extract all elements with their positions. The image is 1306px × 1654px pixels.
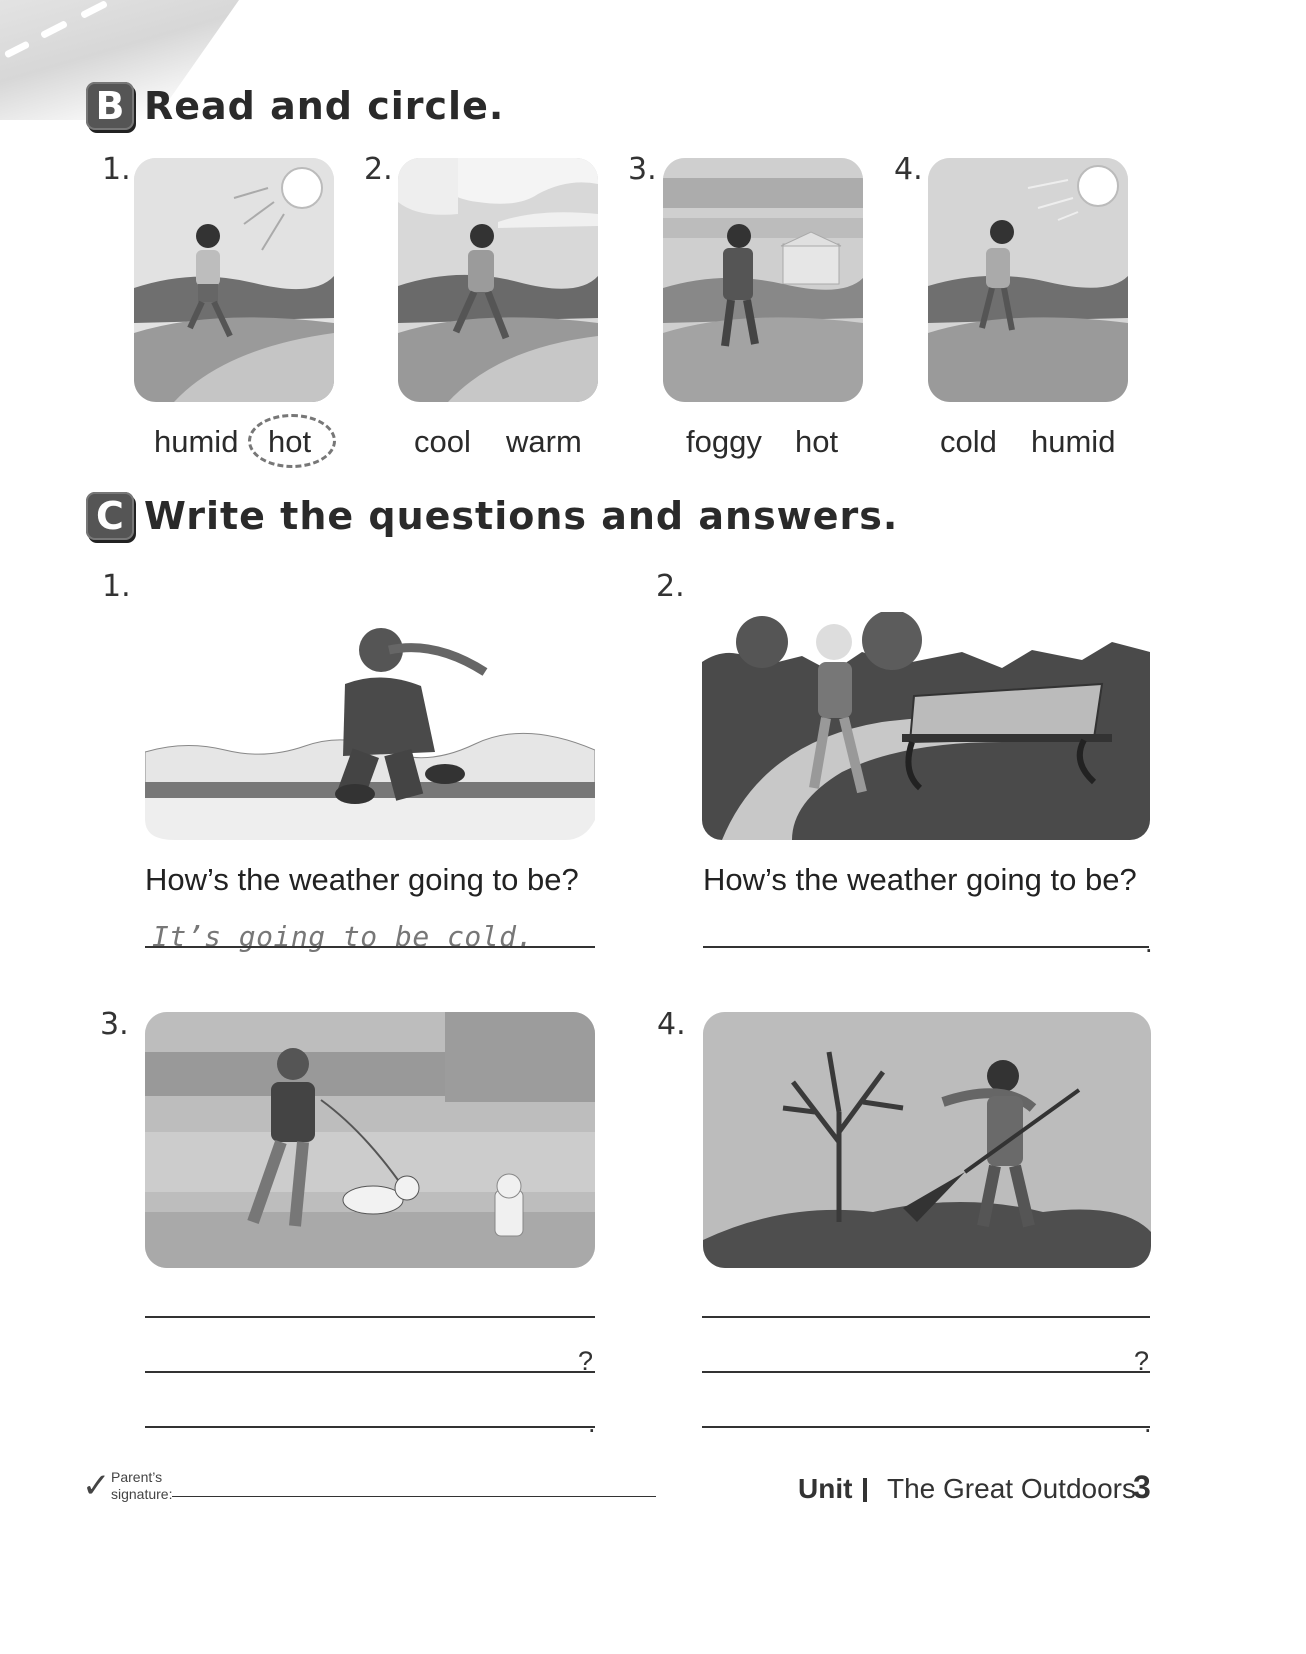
question-1: How’s the weather going to be?: [145, 862, 579, 897]
answer-2-line[interactable]: [703, 946, 1149, 948]
unit-label: Unit: [798, 1473, 853, 1504]
picture-foggy-street: [145, 1012, 595, 1268]
section-c-badge: C: [86, 492, 134, 540]
question-3-qmark: ?: [578, 1346, 594, 1376]
item-b2-number: 2.: [364, 152, 393, 187]
section-b-badge: B: [86, 82, 134, 130]
girl-walking-park-bench-illustration: [702, 612, 1150, 840]
answer-2-period: .: [1145, 928, 1153, 958]
item-b4-number: 4.: [894, 152, 923, 187]
section-c-title: Write the questions and answers.: [144, 494, 899, 538]
option-hot[interactable]: hot: [268, 424, 312, 459]
section-b-title: Read and circle.: [144, 84, 505, 128]
item-c1-number: 1.: [102, 569, 131, 604]
option-cool[interactable]: cool: [414, 424, 471, 459]
boy-walking-clouds-illustration: [398, 158, 598, 402]
question-3-line-2[interactable]: [145, 1371, 595, 1373]
boy-walking-sun-illustration: [134, 158, 334, 402]
child-walking-snow-illustration: [145, 612, 595, 840]
signature-label: Parent’s signature:: [111, 1469, 173, 1502]
answer-1-line[interactable]: [145, 946, 595, 948]
option-cold[interactable]: cold: [940, 424, 997, 459]
option-humid[interactable]: humid: [154, 424, 239, 459]
signature-line[interactable]: [172, 1496, 656, 1497]
answer-1-example: It’s going to be cold.: [152, 920, 534, 953]
question-4-line-1[interactable]: [702, 1316, 1150, 1318]
section-b-header: [86, 82, 504, 130]
option-foggy[interactable]: foggy: [686, 424, 762, 459]
unit-number: [863, 1478, 867, 1502]
item-c4-number: 4.: [657, 1007, 686, 1042]
picture-hot-day: [134, 158, 334, 402]
unit-title: The Great Outdoors: [887, 1473, 1137, 1504]
picture-cool-day: [398, 158, 598, 402]
answer-4-period: .: [1144, 1408, 1152, 1438]
question-3-line-1[interactable]: [145, 1316, 595, 1318]
girl-raking-leaves-illustration: [703, 1012, 1151, 1268]
page-number: 3: [1133, 1469, 1151, 1505]
item-c3-number: 3.: [100, 1007, 129, 1042]
question-4-qmark: ?: [1134, 1346, 1150, 1376]
picture-warm-day: [702, 612, 1150, 840]
option-humid[interactable]: humid: [1031, 424, 1116, 459]
picture-foggy-day: [663, 158, 863, 402]
question-2: How’s the weather going to be?: [703, 862, 1137, 897]
section-c-header: [86, 492, 898, 540]
question-4-line-2[interactable]: [702, 1371, 1150, 1373]
answer-4-line[interactable]: [702, 1426, 1150, 1428]
picture-humid-day: [928, 158, 1128, 402]
answer-circle: [248, 414, 336, 468]
picture-windy-fall: [703, 1012, 1151, 1268]
answer-3-period: .: [588, 1408, 596, 1438]
item-b3-number: 3.: [628, 152, 657, 187]
item-c2-number: 2.: [656, 569, 685, 604]
check-icon: ✓: [82, 1466, 111, 1506]
answer-3-line[interactable]: [145, 1426, 595, 1428]
boy-wiping-brow-sun-illustration: [928, 158, 1128, 402]
option-warm[interactable]: warm: [506, 424, 582, 459]
option-hot[interactable]: hot: [795, 424, 839, 459]
item-b1-number: 1.: [102, 152, 131, 187]
picture-cold-day: [145, 612, 595, 840]
boy-walking-dog-fog-illustration: [145, 1012, 595, 1268]
boy-walking-fog-illustration: [663, 158, 863, 402]
